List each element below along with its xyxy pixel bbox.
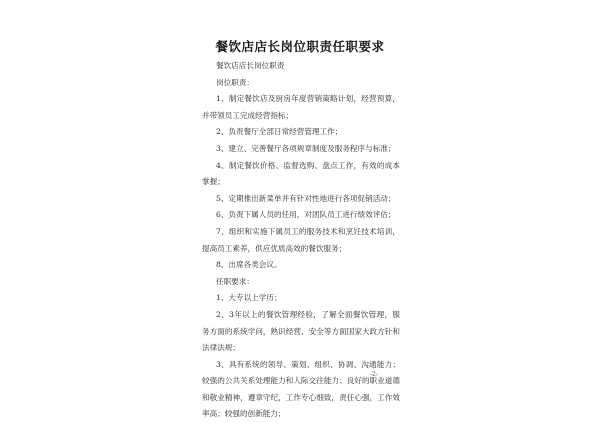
body-paragraph: 2、3年以上的餐饮管理经验，了解全面餐饮管理，服务方面的系统学问，熟识经营、安全等方面国家大政方针和法律法规； (202, 309, 400, 353)
body-paragraph: 2、负责餐厅全部日常经营管理工作； (216, 127, 343, 137)
body-paragraph: 6、负责下属人员的任用，对团队员工进行绩效评估； (216, 210, 396, 220)
body-paragraph: 岗位职责： (216, 77, 254, 87)
body-paragraph: 3、建立、完善餐厅各项规章制度及服务程序与标准； (216, 143, 396, 153)
body-paragraph: 1、制定餐饮店及厨房年度营销策略计划，经营预算，并带领员工完成经营指标； (202, 94, 400, 120)
body-paragraph: 3、具有系统的领导、策划、组织、协调、沟通能力；较强的公共关系处理能力和人际交往能力；良好的职业道德和敬业精神，遵章守纪，工作专心细致，责任心强，工作效率高；较强的创新能力； (202, 359, 400, 419)
body-paragraph: 5、定期推出新菜单并有针对性地进行各项促销活动； (216, 193, 396, 203)
document-title: 餐饮店店长岗位职责任职要求 (215, 39, 385, 54)
page-number: -2- (370, 371, 378, 378)
body-paragraph: 4、制定餐饮价格、监督选购、盘点工作，有效的成本掌握； (202, 160, 400, 187)
body-paragraph: 7、组织和实施下属员工的服务技术和烹饪技术培训，提高员工素养，供应优质高效的餐饮服务； (202, 226, 400, 253)
body-paragraph: 任职要求： (216, 276, 254, 286)
document-body (202, 58, 400, 423)
body-paragraph: 1、大专以上学历； (216, 293, 282, 303)
body-paragraph: 8、出席各类会议。 (216, 260, 282, 270)
body-paragraph: 餐饮店店长岗位职责 (216, 61, 285, 70)
